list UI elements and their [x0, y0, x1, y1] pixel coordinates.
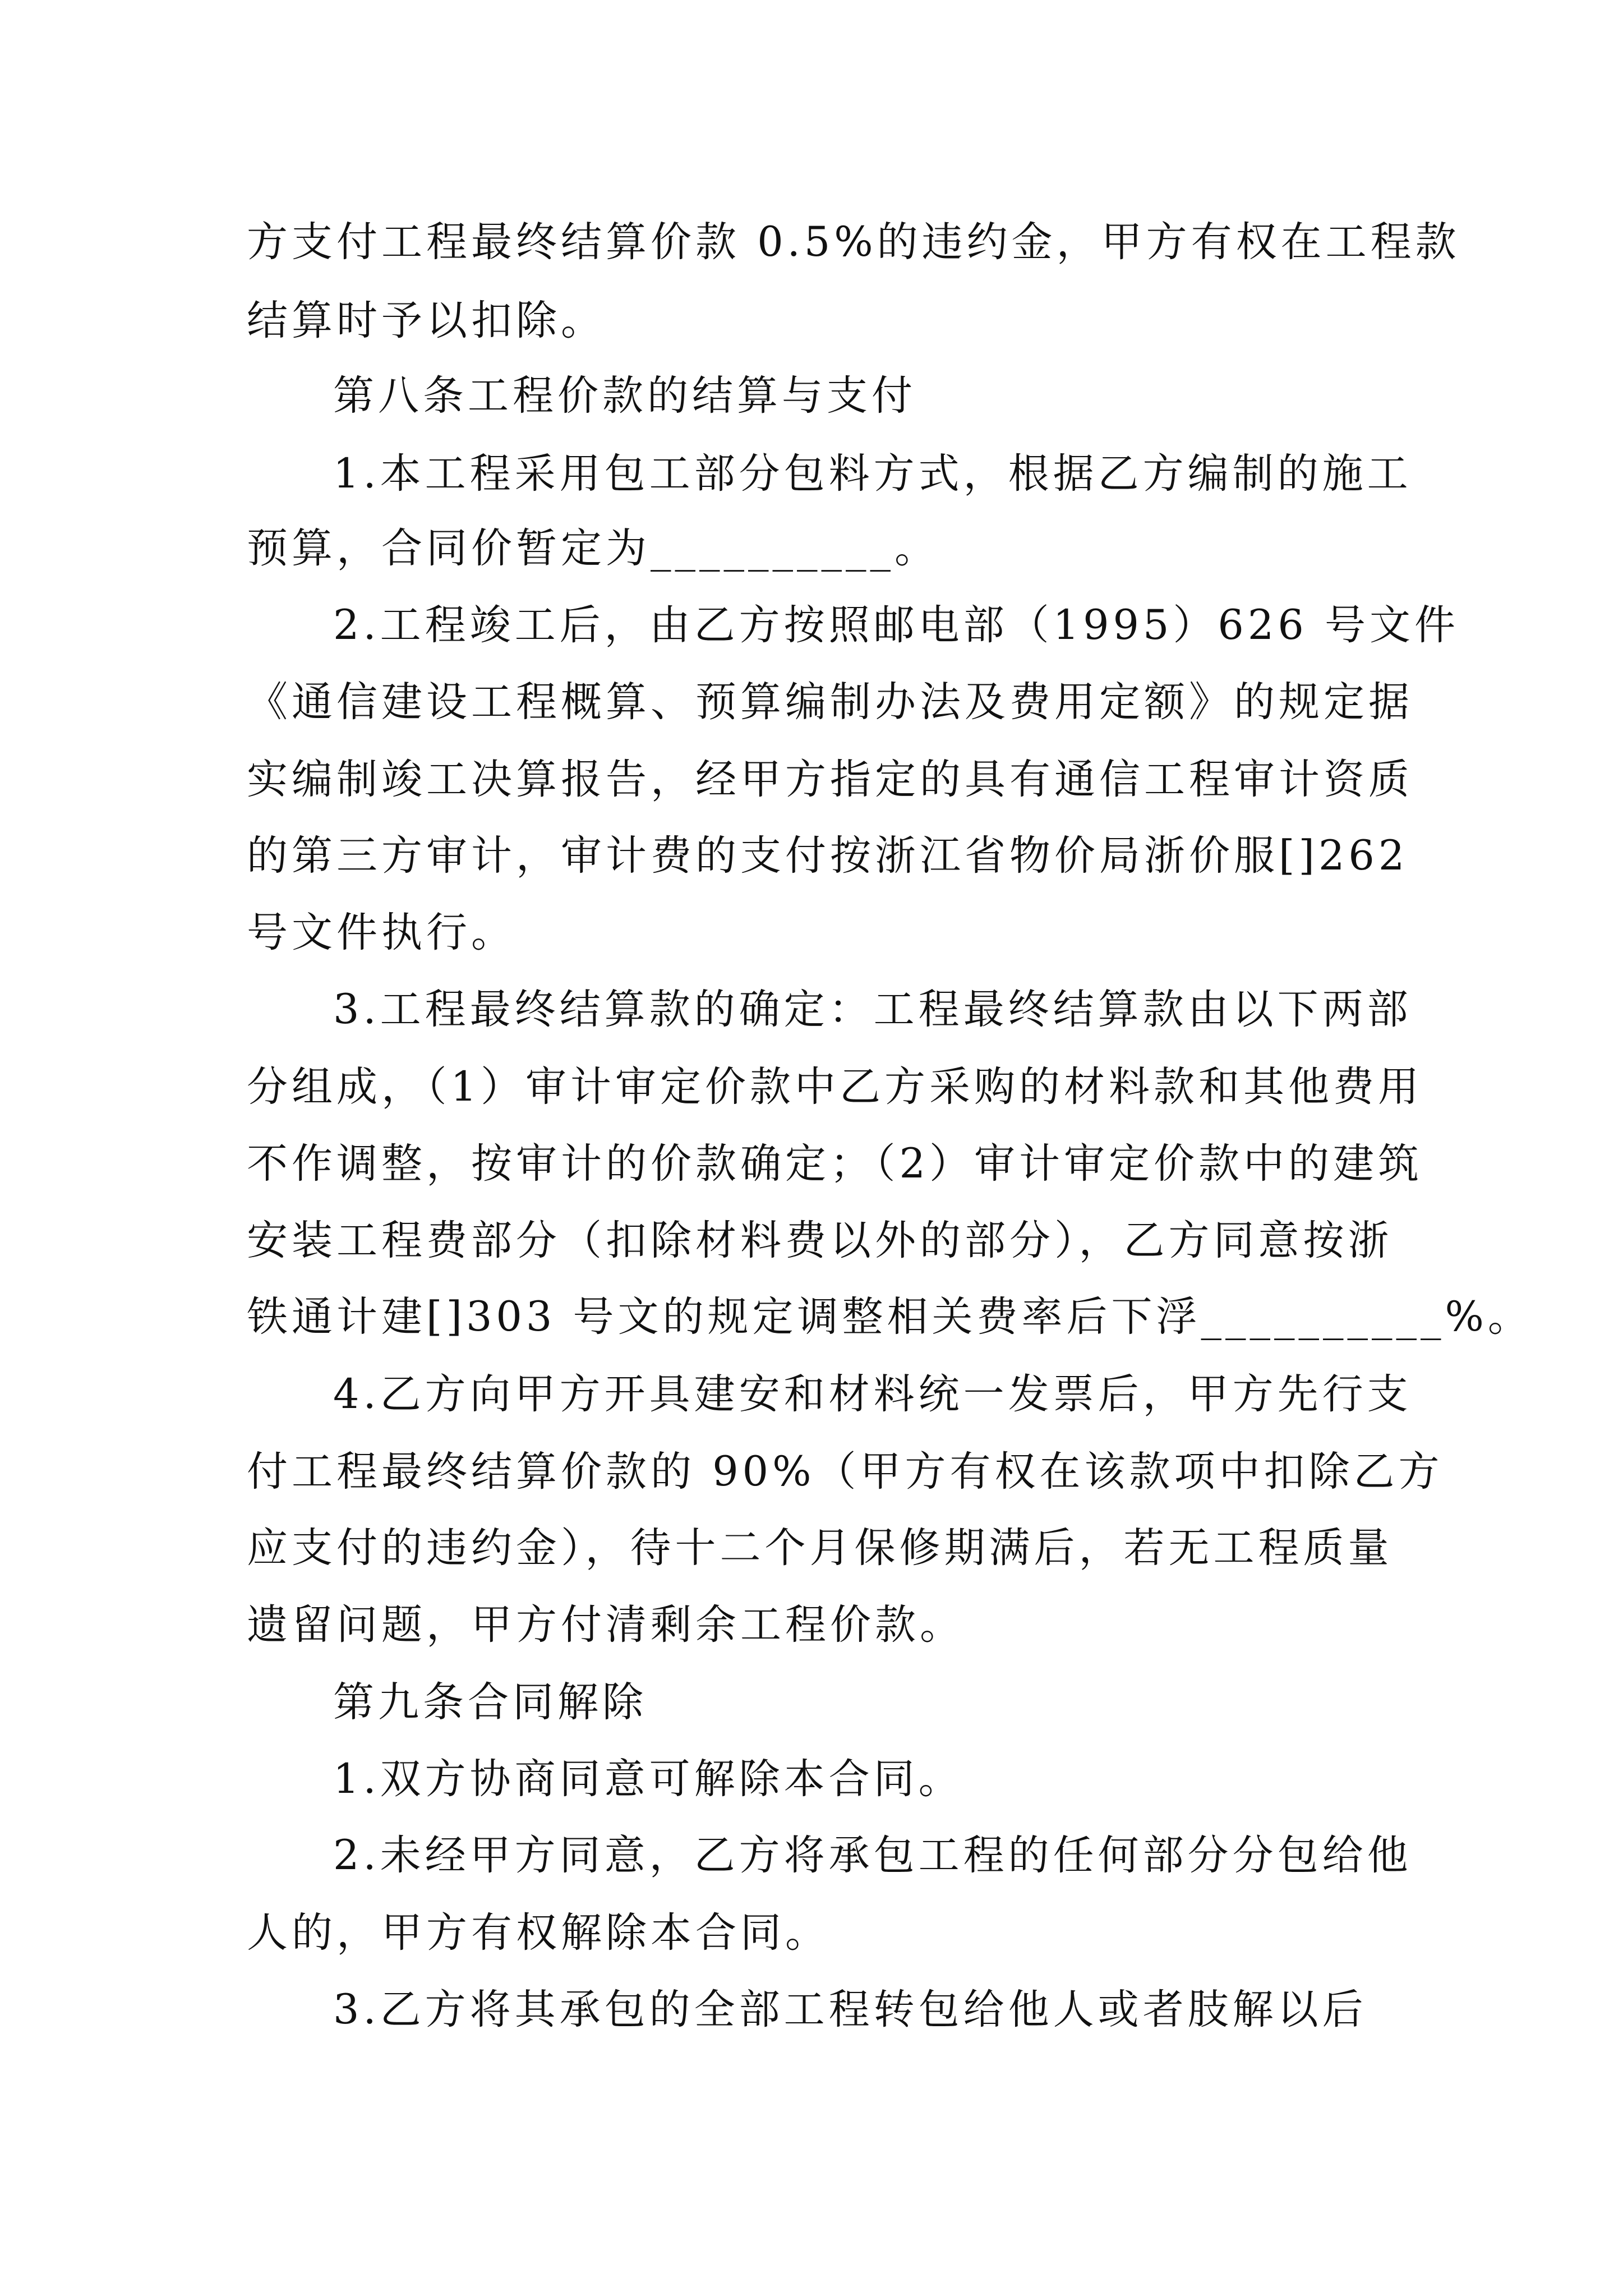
- body-line-4: 1.本工程采用包工部分包料方式，根据乙方编制的施工: [333, 450, 1412, 498]
- body-line-24: 3.乙方将其承包的全部工程转包给他人或者肢解以后: [333, 1986, 1367, 2033]
- body-line-18: 应支付的违约金），待十二个月保修期满后，若无工程质量: [247, 1524, 1393, 1572]
- body-line-6: 2.工程竣工后，由乙方按照邮电部（1995）626 号文件: [333, 601, 1459, 649]
- article-9-heading: 第九条合同解除: [333, 1678, 647, 1726]
- body-line-14: 安装工程费部分（扣除材料费以外的部分），乙方同意按浙: [247, 1217, 1393, 1264]
- body-line-23: 人的，甲方有权解除本合同。: [247, 1909, 830, 1957]
- body-line-17: 付工程最终结算价款的 90%（甲方有权在该款项中扣除乙方: [247, 1448, 1444, 1496]
- body-line-21: 1.双方协商同意可解除本合同。: [333, 1755, 963, 1803]
- body-line-22: 2.未经甲方同意，乙方将承包工程的任何部分分包给他: [333, 1832, 1412, 1879]
- body-line-16: 4.乙方向甲方开具建安和材料统一发票后，甲方先行支: [333, 1370, 1412, 1418]
- body-line-10: 号文件执行。: [247, 909, 516, 956]
- body-line-19: 遗留问题，甲方付清剩余工程价款。: [247, 1601, 965, 1649]
- body-line-1: 方支付工程最终结算价款 0.5%的违约金，甲方有权在工程款: [247, 218, 1460, 266]
- body-line-12: 分组成，（1）审计审定价款中乙方采购的材料款和其他费用: [247, 1063, 1423, 1111]
- article-8-heading: 第八条工程价款的结算与支付: [333, 372, 916, 420]
- body-line-5: 预算，合同价暂定为__________。: [247, 524, 939, 572]
- body-line-11: 3.工程最终结算款的确定：工程最终结算款由以下两部: [333, 986, 1412, 1033]
- body-line-8: 实编制竣工决算报告，经甲方指定的具有通信工程审计资质: [247, 756, 1413, 803]
- body-line-7: 《通信建设工程概算、预算编制办法及费用定额》的规定据: [247, 678, 1413, 726]
- body-line-13: 不作调整，按审计的价款确定；（2）审计审定价款中的建筑: [247, 1140, 1423, 1188]
- body-line-15: 铁通计建[]303 号文的规定调整相关费率后下浮__________%。: [247, 1293, 1533, 1341]
- body-line-2: 结算时予以扣除。: [247, 297, 606, 344]
- body-line-9: 的第三方审计，审计费的支付按浙江省物价局浙价服[]262: [247, 832, 1409, 880]
